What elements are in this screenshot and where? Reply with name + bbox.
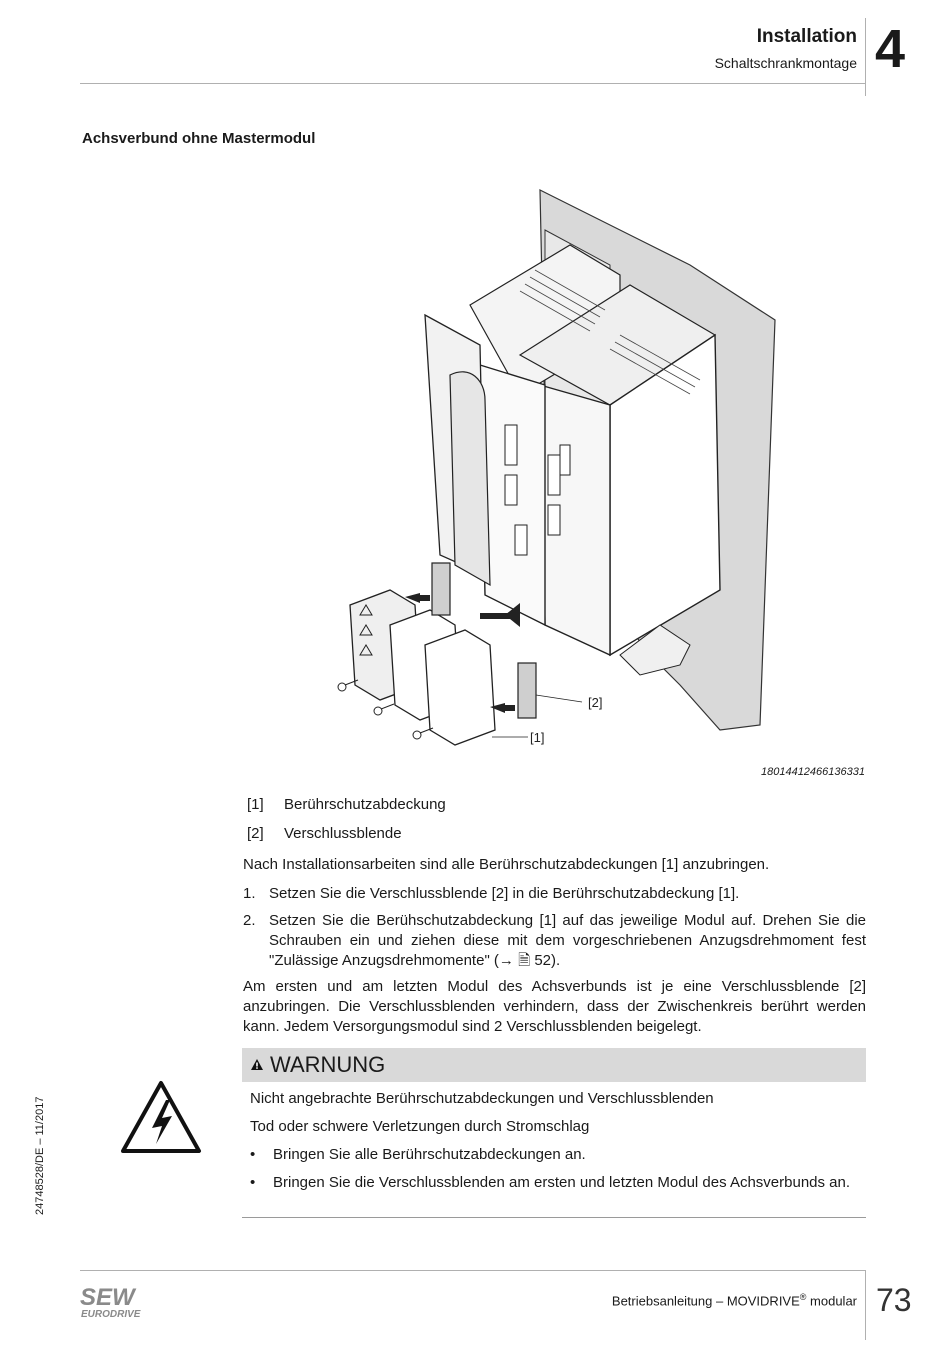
warning-action: [250, 1173, 860, 1193]
bullet-dot: •: [250, 1146, 256, 1163]
manual-suffix: modular: [806, 1293, 857, 1309]
callout-1: [1]: [530, 730, 545, 745]
warning-consequence: Tod oder schwere Verletzungen durch Stromschlag: [250, 1118, 590, 1135]
bullet-dot: •: [250, 1174, 256, 1191]
electric-shock-warning-icon: [120, 1080, 202, 1154]
document-id: 24748528/DE – 11/2017: [34, 1096, 46, 1215]
step-number: 2.: [243, 912, 256, 929]
figure-id: 18014412466136331: [760, 766, 865, 778]
step-2: [243, 911, 866, 971]
warning-bottom-rule: [242, 1217, 866, 1218]
chapter-title: Installation: [756, 26, 857, 47]
footer-rule: [80, 1270, 866, 1271]
legend-key: [2]: [247, 825, 264, 842]
step-text: Setzen Sie die Verschlussblende [2] in die Berührschutzabdeckung [1].: [269, 885, 740, 902]
legend-row: [247, 825, 402, 842]
page-number: 73: [876, 1282, 912, 1318]
manual-name: Betriebsanleitung – MOVIDRIVE: [611, 1293, 800, 1309]
legend-label: Berührschutzabdeckung: [284, 796, 446, 813]
warning-action: [250, 1145, 860, 1165]
warning-title: WARNUNG: [270, 1052, 386, 1077]
warning-cause: Nicht angebrachte Berührschutzabdeckungen und Verschlussblenden: [250, 1090, 714, 1107]
sew-eurodrive-logo: [80, 1283, 152, 1321]
callout-2: [2]: [588, 695, 603, 710]
registered-mark: ®: [799, 1292, 807, 1302]
header-rule: [80, 83, 866, 84]
footer-manual-title: [612, 1292, 857, 1308]
chapter-number: 4: [875, 19, 906, 79]
legend-label: Verschlussblende: [284, 825, 402, 842]
step-text: Setzen Sie die Berühschutzabdeckung [1] auf das jeweilige Modul auf. Drehen Sie die Schrauben ein und ziehen diese mit dem vorgeschriebenen Anzugsdrehmoment fest "Zulässige Anzugsdrehmomente" (→ 🗎 52).: [269, 912, 866, 969]
installation-illustration: [320, 185, 780, 750]
section-heading: Achsverbund ohne Mastermodul: [82, 130, 316, 147]
logo-text-top: SEW: [80, 1284, 135, 1311]
intro-paragraph: Nach Installationsarbeiten sind alle Berührschutzabdeckungen [1] anzubringen.: [243, 856, 770, 873]
step-1: [243, 884, 866, 904]
step-number: 1.: [243, 885, 256, 902]
action-text: Bringen Sie die Verschlussblenden am ersten und letzten Modul des Achsverbunds an.: [273, 1174, 851, 1191]
section-subtitle: Schaltschrankmontage: [714, 55, 857, 71]
header-divider-vertical: [865, 18, 866, 96]
legend-key: [1]: [247, 796, 264, 813]
legend-row: [247, 796, 446, 813]
body-paragraph: Am ersten und am letzten Modul des Achsverbunds ist je eine Verschlussblende [2] anzubringen. Die Verschlussblenden verhindern, dass der Zwischenkreis berührt werden kann. Jedem Versorgungsmodul sind 2 Verschlussblenden beigelegt.: [243, 978, 866, 1035]
logo-text-bottom: EURODRIVE: [81, 1309, 141, 1320]
action-text: Bringen Sie alle Berührschutzabdeckungen an.: [273, 1146, 586, 1163]
warning-triangle-icon: [250, 1058, 264, 1071]
footer-divider-vertical: [865, 1270, 866, 1340]
